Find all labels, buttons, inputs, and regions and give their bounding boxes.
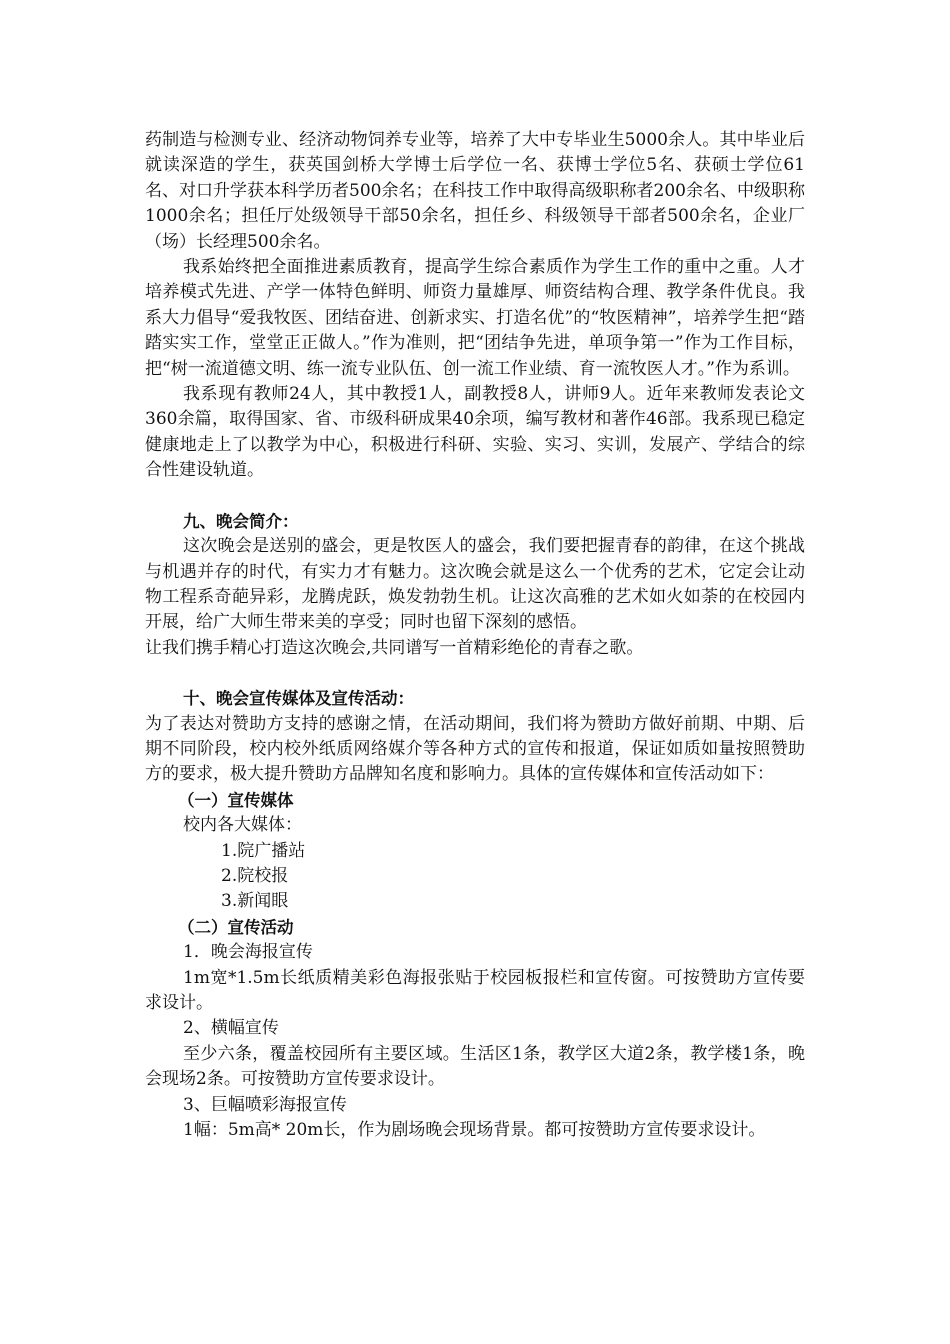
media-intro: 校内各大媒体：	[183, 815, 302, 836]
sub-heading-activities: （二）宣传活动	[178, 917, 294, 937]
paragraph-publicity-intro: 为了表达对赞助方支持的感谢之情，在活动期间，我们将为赞助方做好前期、中期、后期不同阶段，校内校外纸质网络媒介等各种方式的宣传和报道，保证如质如量按照赞助方的要求，极大提升赞助方品牌知名度和影响力。具体的宣传媒体和宣传活动如下：	[145, 713, 805, 785]
activity-desc-giant-poster: 1幅：5m高* 20m长，作为剧场晚会现场背景。都可按赞助方宣传要求设计。	[183, 1120, 766, 1141]
spacer	[145, 484, 805, 509]
activity-title-poster: 1．晚会海报宣传	[183, 942, 313, 963]
activity-title-giant-poster: 3、巨幅喷彩海报宣传	[183, 1094, 347, 1115]
paragraph-training-results: 药制造与检测专业、经济动物饲养专业等，培养了大中专毕业生5000余人。其中毕业后就读深造的学生，获英国剑桥大学博士后学位一名、获博士学位5名、获硕士学位61名、对口升学获本科学历者500余名；在科技工作中取得高级职称者200余名、中级职称1000余名；担任厅处级领导干部50余名，担任乡、科级领导干部者500余名，企业厂（场）长经理500余名。	[145, 130, 805, 252]
media-item: 2.院校报	[221, 865, 289, 886]
section-heading-gala-intro: 九、晚会简介：	[183, 511, 299, 531]
paragraph-gala-description: 这次晚会是送别的盛会，更是牧医人的盛会，我们要把握青春的韵律，在这个挑战与机遇并存的时代，有实力才有魅力。这次晚会就是这么一个优秀的艺术，它定会让动物工程系奇葩异彩，龙腾虎跃，焕发勃勃生机。让这次高雅的艺术如火如荼的在校园内开展，给广大师生带来美的享受；同时也留下深刻的感悟。	[145, 536, 805, 633]
section-heading-publicity: 十、晚会宣传媒体及宣传活动：	[183, 689, 414, 709]
spacer	[145, 661, 805, 686]
activity-desc-banner: 至少六条，覆盖校园所有主要区域。生活区1条，教学区大道2条，教学楼1条，晚会现场2条。可按赞助方宣传要求设计。	[145, 1043, 805, 1090]
activity-desc-poster: 1m宽*1.5m长纸质精美彩色海报张贴于校园板报栏和宣传窗。可按赞助方宣传要求设计。	[145, 967, 805, 1013]
sub-heading-media: （一）宣传媒体	[178, 790, 294, 810]
paragraph-faculty: 我系现有教师24人，其中教授1人，副教授8人，讲师9人。近年来教师发表论文360余篇，取得国家、省、市级科研成果40余项，编写教材和著作46部。我系现已稳定健康地走上了以教学为中心，积极进行科研、实验、实习、实训，发展产、学结合的综合性建设轨道。	[145, 384, 805, 481]
paragraph-quality-education: 我系始终把全面推进素质教育，提高学生综合素质作为学生工作的重中之重。人才培养模式先进、产学一体特色鲜明、师资力量雄厚、师资结构合理、教学条件优良。我系大力倡导“爱我牧医、团结奋进、创新求实、打造名优”的“牧医精神”，培养学生把“踏踏实实工作，堂堂正正做人。”作为准则，把“团结争先进，单项争第一”作为工作目标，把“树一流道德文明、练一流专业队伍、创一流工作业绩、育一流牧医人才。”作为系训。	[145, 257, 805, 379]
media-item: 3.新闻眼	[221, 891, 289, 912]
media-item: 1.院广播站	[221, 840, 306, 861]
activity-title-banner: 2、横幅宣传	[183, 1018, 279, 1039]
paragraph-gala-closing: 让我们携手精心打造这次晚会,共同谱写一首精彩绝伦的青春之歌。	[145, 637, 644, 658]
